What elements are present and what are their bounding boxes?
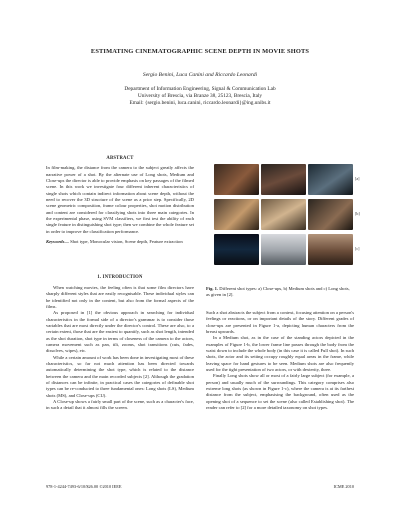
body-paragraph: Finally Long shots show all or most of a fairly large subject (for example, a person) and usually much of the surroundings. This category comprises also extreme long shots (as shown in Figure 1-c), where the camera is at its farthest distance from the subject, emphasising the background, often used as the opening shot of a sequence to set the scene (also called Establishing shot). The reader can refer to [2] for a more detailed taxonomy on shot types. xyxy=(206,373,354,411)
close-up-frame xyxy=(308,164,353,195)
figure-caption-text: Different shot types: a) Close-ups, b) Medium shots and c) Long shots, as given in [2]. xyxy=(206,286,350,298)
keywords-text: Shot type, Monocular vision, Scene depth, Feature extraction xyxy=(68,239,183,245)
abstract-text: In film-making, the distance from the camera to the subject greatly affects the narrative power of a shot. By the alternate use of Long shots, Medium and Close-ups the director is able to provide emphasis on key passages of the filmed scene. In this work we investigate four different inherent characteristics of single shots which contain indirect information about scene depth, without the need to recover the 3D structure of the scene as a prior step. Specifically, 2D scene geometric composition, frame colour properties, shot motion distribution and content are considered for classifying shots into three main categories. In the experimental phase, using SVM classifiers, we first test the ability of each single feature in distinguishing shot type; then we combine the whole feature set in order to improve the classification performance. xyxy=(46,165,194,234)
body-paragraph: In a Medium shot, as in the case of the standing actors depicted in the examples of Figure 1-b, the lower frame line passes through the body from the waist down to include the whole body (in this case it is called Full shot). In such shots, the actor and its setting occupy roughly equal areas in the frame, while leaving space for hand gestures to be seen. Medium shots are also frequently used for the tight presentation of two actors, or with dexterity, three. xyxy=(206,335,354,373)
keywords-label: Keywords— xyxy=(46,239,69,245)
body-paragraph: Such a shot abstracts the subject from a context, focusing attention on a person's feelings or reactions, or on important details of the story. Different grades of close-ups are presented in Figure 1-a, depicting human characters from the breast upwards. xyxy=(206,310,354,335)
intro-heading: 1. INTRODUCTION xyxy=(97,275,143,281)
figure-1 xyxy=(214,164,362,268)
intro-paragraph: While a certain amount of work has been done in investigating most of these characteristics, so far not much attention has been directed towards automatically determining the shot type, which is related to the distance between the camera and the main recorded subjects [2]. Although the gradation of distances can be infinite, in practical cases the categories of definable shot types can be re-conducted to three fundamental ones: Long shots (LS), Medium shots (MS), and Close-ups (CU). xyxy=(46,354,194,398)
paper-title: ESTIMATING CINEMATOGRAPHIC SCENE DEPTH IN MOVIE SHOTS xyxy=(90,48,310,55)
paper-authors: Sergio Benini, Luca Canini and Riccardo Leonardi xyxy=(142,72,258,78)
medium-shot-frame xyxy=(261,199,306,230)
intro-paragraph: A Close-up shows a fairly small part of the scene, such as a character's face, in such a detail that it almost fills the screen. xyxy=(46,399,194,411)
long-shot-frame xyxy=(214,234,259,265)
affiliation-line: University of Brescia, via Branze 38, 25123, Brescia, Italy xyxy=(137,93,263,100)
figure-caption xyxy=(206,286,354,299)
medium-shot-frame xyxy=(214,199,259,230)
left-column xyxy=(46,156,194,412)
figure-caption-label: Fig. 1. xyxy=(206,286,219,291)
affiliation-line: Department of Information Engineering, Signal & Communication Lab xyxy=(124,86,276,92)
figure-row-label: [b] xyxy=(355,211,360,216)
abstract-section xyxy=(46,165,194,235)
figure-row-label: [a] xyxy=(355,176,360,181)
footer-copyright: 978-1-4244-7493-6/10/$26.00 ©2010 IEEE xyxy=(46,484,122,489)
keywords-line xyxy=(46,239,194,245)
right-column-text xyxy=(206,310,354,412)
affiliation-block xyxy=(0,86,400,108)
close-up-frame xyxy=(261,164,306,195)
footer-conference: ICME 2010 xyxy=(333,484,354,489)
long-shot-frame xyxy=(308,234,353,265)
medium-shot-frame xyxy=(308,199,353,230)
intro-paragraph: As proposed in [1] the obvious approach in searching for individual characteristics in the formal side of a director's grammar is to consider those variables that are most directly under the director's control. These are also, to a certain extent, those that are the easiest to quantify, such as shot length, intended as the shot duration, shot type in terms of closeness of the camera to the actors, camera movement such as pan, tilt, zooms, shot transitions (cuts, fades, dissolves, wipes), etc. xyxy=(46,310,194,354)
figure-row-label: [c] xyxy=(355,246,360,251)
close-up-frame xyxy=(214,164,259,195)
long-shot-frame xyxy=(261,234,306,265)
intro-paragraph: When watching movies, the feeling often is that some film directors have sharply different styles that are easily recognisable. These individual styles can be identified not only in the content, but also from the formal aspects of the films. xyxy=(46,284,194,309)
abstract-heading: ABSTRACT xyxy=(106,156,134,161)
affiliation-email: Email: {sergio.benini, luca.canini, riccardo.leonardi}@ing.unibs.it xyxy=(129,100,271,107)
